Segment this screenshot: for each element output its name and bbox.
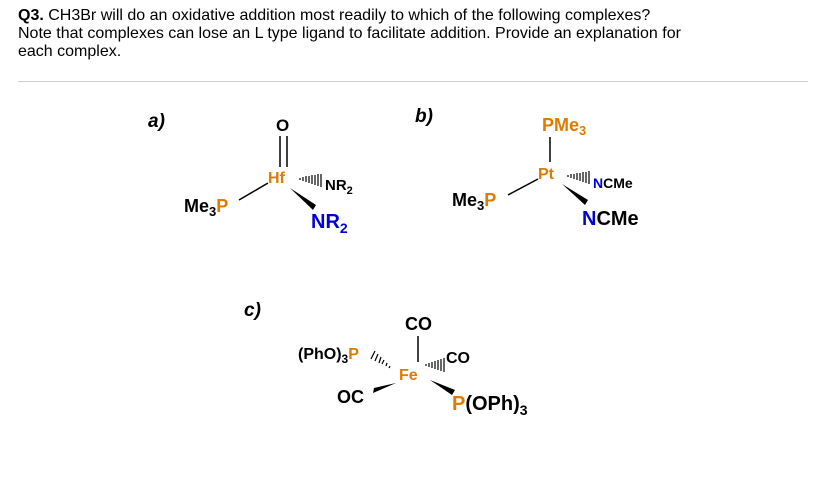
nitrile-hash-b: NCMe <box>593 175 633 191</box>
amide-hash-a: $NR_2$ <box>325 177 353 197</box>
label-a: a) <box>148 111 165 132</box>
phosphine-b: $Me_3P$ <box>452 190 497 213</box>
question-line-2: Note that complexes can lose an L type ligand to facilitate addition. Provide an explanation for <box>18 25 681 42</box>
hashed-bond-b <box>568 171 589 184</box>
metal-pt: Pt <box>538 166 554 183</box>
metal-hf: Hf <box>268 170 285 187</box>
wedge-bond-c-left <box>373 383 396 393</box>
bond-hf-p <box>239 183 268 200</box>
carbonyl-wedge-c: OC <box>337 387 364 407</box>
label-b: b) <box>415 106 433 127</box>
oxo-oxygen: O <box>276 116 290 135</box>
structure-c <box>244 300 528 418</box>
question-number: Q3. <box>18 7 44 24</box>
wedge-bond-b <box>562 184 588 205</box>
phosphite-hash-c: $(PhO)_3P$ <box>298 346 359 366</box>
hashed-bond-a <box>300 174 321 187</box>
top-phosphine-b: PMe$_3$ <box>542 115 587 138</box>
label-c: c) <box>244 300 261 321</box>
question-line-3: each complex. <box>18 43 122 60</box>
metal-fe: Fe <box>399 367 418 384</box>
phosphite-wedge-c: $P(OPh)_3$ <box>452 393 528 418</box>
amide-wedge-a: $NR_2$ <box>311 211 348 236</box>
bond-pt-p <box>508 179 538 195</box>
carbonyl-top-c: CO <box>405 314 432 334</box>
hashed-bond-c-left <box>371 351 390 368</box>
carbonyl-hash-c: CO <box>446 350 470 367</box>
structure-a <box>148 111 353 236</box>
nitrile-wedge-b: NCMe <box>582 208 639 230</box>
phosphine-a: $Me_3P$ <box>184 196 229 219</box>
question-line-1-text: CH3Br will do an oxidative addition most readily to which of the following complexes? <box>48 7 651 24</box>
wedge-bond-a <box>290 188 316 210</box>
hashed-bond-c-right <box>426 358 444 372</box>
structure-b <box>415 106 639 230</box>
